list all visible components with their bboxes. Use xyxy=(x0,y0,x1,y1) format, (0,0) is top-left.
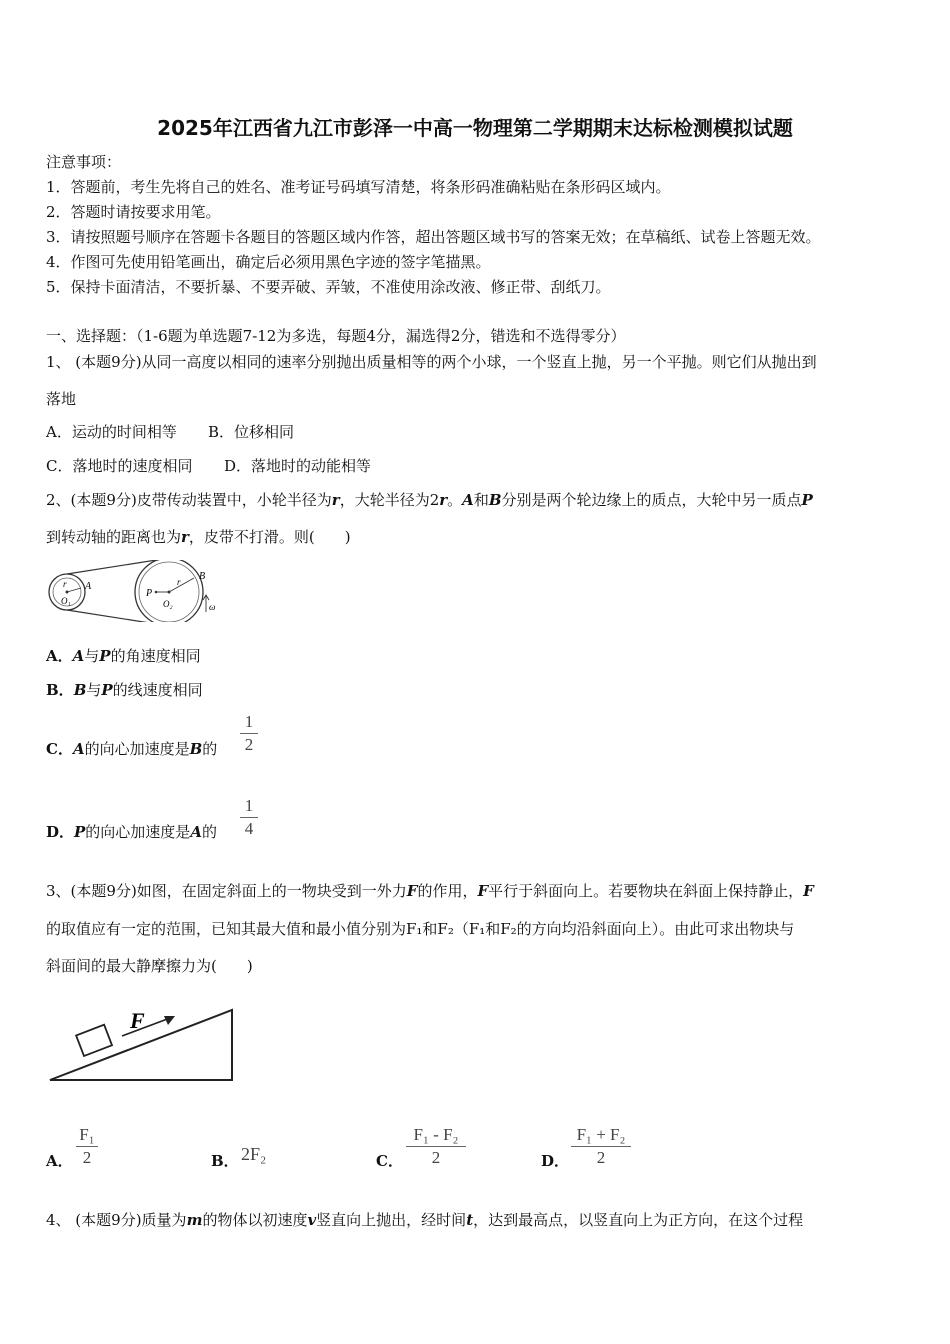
q2-option-c: C．A的向心加速度是B的 xyxy=(46,740,218,758)
q3-stem: 3、(本题9分)如图，在固定斜面上的一物块受到一外力F的作用，F平行于斜面向上。若要物块在斜面上保持静止，F xyxy=(46,882,814,900)
label-r-small: r xyxy=(63,579,67,589)
q2-stem: 2、(本题9分)皮带传动装置中，小轮半径为r，大轮半径为2r。A和B分别是两个轮边缘上的质点，大轮中另一质点P xyxy=(46,491,813,509)
q1-stem: 1、 (本题9分)从同一高度以相同的速率分别抛出质量相等的两个小球，一个竖直上抛，另一个平抛。则它们从抛出到 xyxy=(46,353,817,371)
q3-option-d-label: D． xyxy=(541,1152,570,1170)
q3-stem-cont: 的取值应有一定的范围，已知其最大值和最小值分别为F₁和F₂（F₁和F₂的方向均沿斜面向上）。由此可求出物块与 xyxy=(46,920,795,938)
q1-stem-cont: 落地 xyxy=(46,390,77,408)
q1-option-b: B．位移相同 xyxy=(208,423,295,441)
q4-stem: 4、 (本题9分)质量为m的物体以初速度v竖直向上抛出，经时间t，达到最高点，以竖直向上为正方向，在这个过程 xyxy=(46,1211,804,1229)
incline-block-diagram xyxy=(44,1000,239,1085)
q1-option-a: A．运动的时间相等 xyxy=(46,423,177,441)
q3-option-b-label: B． xyxy=(211,1152,239,1170)
q3-option-c-value: F₁ - F₂ 2 xyxy=(406,1125,466,1168)
q3-option-d-value: F₁ + F₂ 2 xyxy=(571,1125,631,1168)
q1-option-c: C．落地时的速度相同 xyxy=(46,457,193,475)
q2-option-b: B．B与P的线速度相同 xyxy=(46,681,203,699)
label-omega: ω xyxy=(209,602,216,612)
fraction-one-half: 1 2 xyxy=(240,712,258,755)
fraction-one-quarter: 1 4 xyxy=(240,796,258,839)
q3-option-a-value: F₁ 2 xyxy=(76,1125,98,1168)
label-o1: O₁ xyxy=(61,596,71,606)
page-title: 2025年江西省九江市彭泽一中高一物理第二学期期末达标检测模拟试题 xyxy=(157,116,793,140)
label-p: P xyxy=(146,588,153,599)
section-heading: 一、选择题：（1-6题为单选题7-12为多选，每题4分，漏选得2分，错选和不选得零分） xyxy=(46,327,626,345)
notice-item: 5．保持卡面清洁，不要折暴、不要弄破、弄皱，不准使用涂改液、修正带、刮纸刀。 xyxy=(46,278,611,296)
notice-heading: 注意事项： xyxy=(46,153,122,171)
label-o2: O₂ xyxy=(163,599,173,609)
q1-option-d: D．落地时的动能相等 xyxy=(224,457,372,475)
notice-item: 2．答题时请按要求用笔。 xyxy=(46,203,221,221)
label-f: F xyxy=(130,1008,145,1033)
label-a: A xyxy=(85,581,92,592)
q2-option-a: A．A与P的角速度相同 xyxy=(46,647,201,665)
q3-option-b-value: 2F₂ xyxy=(241,1144,267,1164)
notice-item: 1．答题前，考生先将自己的姓名、准考证号码填写清楚，将条形码准确粘贴在条形码区域内。 xyxy=(46,178,671,196)
notice-item: 3．请按照题号顺序在答题卡各题目的答题区域内作答，超出答题区域书写的答案无效；在草稿纸、试卷上答题无效。 xyxy=(46,228,821,246)
q2-stem-cont: 到转动轴的距离也为r，皮带不打滑。则( ) xyxy=(46,528,351,546)
q2-option-d: D．P的向心加速度是A的 xyxy=(46,823,217,841)
q3-stem-cont: 斜面间的最大静摩擦力为( ) xyxy=(46,957,253,975)
q3-option-c-label: C． xyxy=(376,1152,403,1170)
belt-pulley-diagram xyxy=(44,560,224,622)
notice-item: 4．作图可先使用铅笔画出，确定后必须用黑色字迹的签字笔描黑。 xyxy=(46,253,491,271)
q3-option-a-label: A． xyxy=(46,1152,73,1170)
label-b: B xyxy=(199,571,206,582)
label-r-large: r xyxy=(177,577,181,587)
